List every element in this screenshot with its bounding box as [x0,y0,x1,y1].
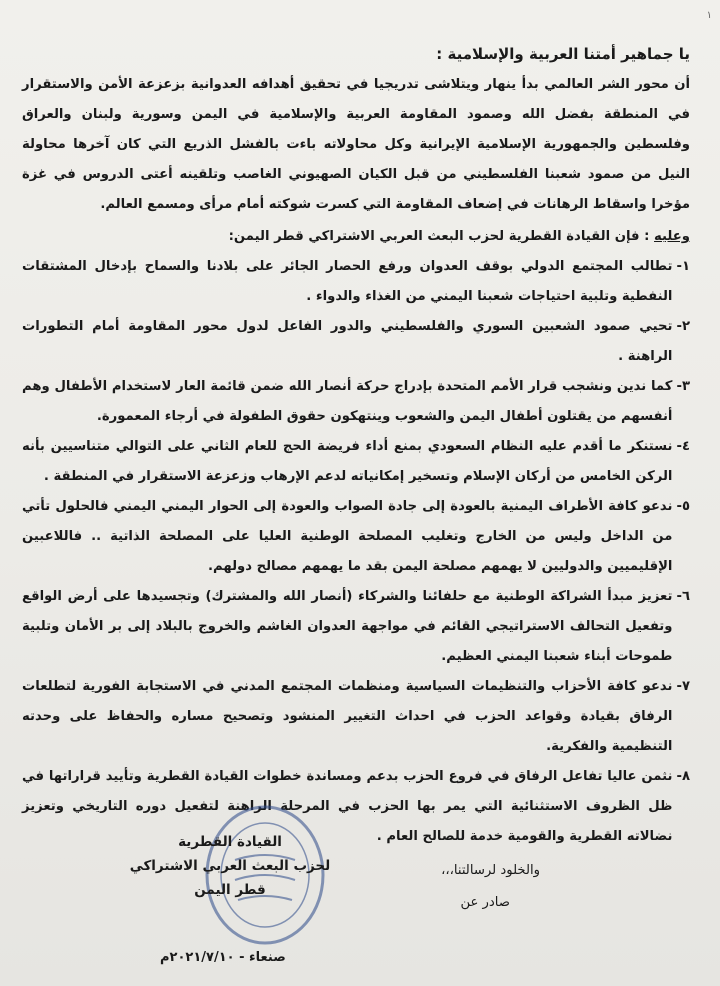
demand-text: نستنكر ما أقدم عليه النظام السعودي بمنع أداء فريضة الحج للعام الثاني على التوالي متناسيين بأنه الركن الخامس من أركان الإسلام وتسخير إمكانياته لدعم الإرهاب وزعزعة الاستقرار في المنطقة . [22,439,673,484]
demand-item-1 [22,252,690,312]
demand-item-3 [22,372,690,432]
demand-number: ٣- [676,379,690,394]
demand-number: ٥- [676,499,690,514]
intro-rest: : فإن القيادة القطرية لحزب البعث العربي الاشتراكي قطر اليمن: [228,229,655,244]
demand-text: نثمن عاليا تفاعل الرفاق في فروع الحزب بدعم ومساندة خطوات القيادة القطرية وتأييد قراراتها في ظل الظروف الاستثنائية التي يمر بها الحزب في المرحلة الراهنة لتفعيل دوره التاريخي وتعزيز نضالاته القطرية والقومية خدمة للصالح العام . [22,769,673,844]
signature-line-2: لحزب البعث العربي الاشتراكي [129,858,331,874]
demand-text: ندعو كافة الأحزاب والتنظيمات السياسية ومنظمات المجتمع المدني في الاستجابة الفورية لتطلعات الرفاق بقيادة وقواعد الحزب في احداث التغيير المنشود وتصحيح مساره والحفاظ على وحدته التنظيمية والفكرية. [22,679,673,754]
page-corner-mark: ١ [706,10,712,21]
demand-item-5 [22,492,690,582]
demands-list [22,252,690,852]
issued-by: صادر عن [460,895,510,910]
closing-line: والخلود لرسالتنا،،، [441,863,540,878]
intro-line [22,222,690,252]
intro-lead: وعليه [654,229,690,244]
signature-line-1: القيادة القطرية [178,834,282,850]
demand-number: ٨- [676,769,690,784]
demand-item-4 [22,432,690,492]
demand-text: تحيي صمود الشعبين السوري والفلسطيني والدور الفاعل لدول محور المقاومة أمام التطورات الراهنة . [22,319,673,364]
demand-number: ٢- [676,319,690,334]
letter-date: صنعاء - ٢٠٢١/٧/١٠م [160,950,286,965]
demand-number: ٤- [676,439,690,454]
demand-number: ٧- [676,679,690,694]
demand-text: كما ندين ونشجب قرار الأمم المتحدة بإدراج حركة أنصار الله ضمن قائمة العار لاستخدام الأطفال وهم أنفسهم من يقتلون أطفال اليمن والشعوب وينتهكون حقوق الطفولة في أرجاء المعمورة. [22,379,673,424]
demand-item-7 [22,672,690,762]
demand-text: تطالب المجتمع الدولي بوقف العدوان ورفع الحصار الجائر على بلادنا والسماح بإدخال المشتقات النفطية وتلبية احتياجات شعبنا اليمني من الغذاء والدواء . [22,259,673,304]
demand-text: تعزيز مبدأ الشراكة الوطنية مع حلفائنا والشركاء (أنصار الله والمشترك) وتجسيدها على أرض الواقع وتفعيل التحالف الاستراتيجي القائم في مواجهة العدوان الغاشم والخروج بالبلاد إلى بر الأمان وتلبية طموحات أبناء شعبنا اليمني العظيم. [22,589,673,664]
signature-block [110,830,350,902]
salutation: يا جماهير أمتنا العربية والإسلامية : [436,45,690,63]
opening-paragraph: أن محور الشر العالمي بدأ ينهار ويتلاشى تدريجيا في تحقيق أهدافه العدوانية بزعزعة الأمن والاستقرار في المنطقة بفضل الله وصمود المقاومة العربية والإسلامية في اليمن وسورية ولبنان والعراق وفلسطين والجمهورية الإسلامية الإيرانية وكل محاولاته باءت بالفشل الذريع التي كان آخرها محاولة النيل من صمود شعبنا الفلسطيني من قبل الكيان الصهيوني الغاصب وتلقينه أعتى الدروس في غزة مؤخرا واسقاط الرهانات في إضعاف المقاومة التي كسرت شوكته أمام مرأى ومسمع العالم. [22,77,690,212]
demand-item-2 [22,312,690,372]
demand-number: ٦- [676,589,690,604]
demand-item-6 [22,582,690,672]
signature-line-3: قطر اليمن [194,882,266,898]
demand-number: ١- [676,259,690,274]
demand-text: ندعو كافة الأطراف اليمنية بالعودة إلى جادة الصواب والعودة إلى الحوار اليمني اليمني فالحلول تأتي من الداخل وليس من الخارج وتغليب المصلحة الوطنية العليا على المصلحة الذاتية .. فاللاعبين الإقليميين والدوليين لا يهمهم مصلحة اليمن بقد ما يهمهم مصالح دولهم. [22,499,673,574]
letter-body [22,40,690,918]
